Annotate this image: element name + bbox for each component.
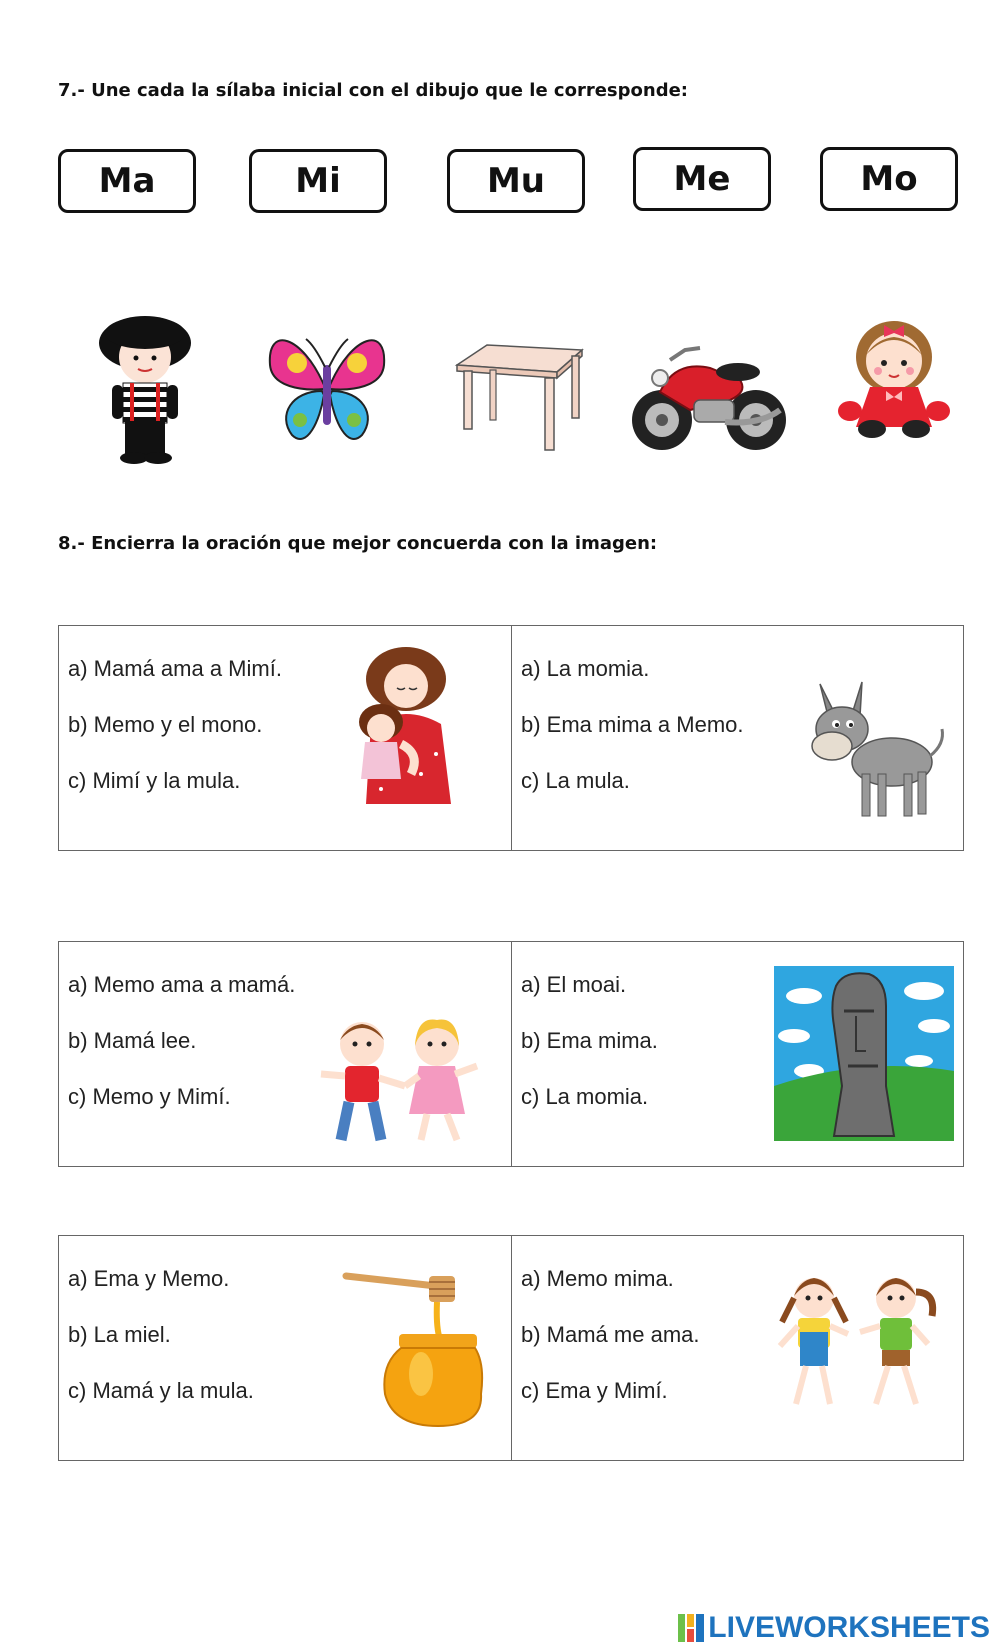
- option-c[interactable]: c) Mimí y la mula.: [68, 768, 241, 793]
- option-b[interactable]: b) La miel.: [68, 1322, 171, 1347]
- option-a[interactable]: a) Mamá ama a Mimí.: [68, 656, 282, 681]
- syllable-box-mi[interactable]: Mi: [249, 149, 387, 213]
- moai-statue-icon: [774, 966, 954, 1145]
- girls-waving-icon: [764, 1272, 949, 1421]
- option-b[interactable]: b) Ema mima.: [521, 1028, 658, 1053]
- footer-brand[interactable]: [678, 1611, 990, 1645]
- option-b[interactable]: b) Memo y el mono.: [68, 712, 263, 737]
- picture-row: [0, 310, 1000, 470]
- sentence-box-6: [511, 1236, 963, 1460]
- syllable-box-mo[interactable]: Mo: [820, 147, 958, 211]
- option-c[interactable]: c) La mula.: [521, 768, 630, 793]
- option-b[interactable]: b) Mamá me ama.: [521, 1322, 700, 1347]
- question-7-heading: 7.- Une cada la sílaba inicial con el dibujo que le corresponde:: [58, 80, 688, 101]
- syllable-box-mu[interactable]: Mu: [447, 149, 585, 213]
- liveworksheets-logo-icon: [678, 1614, 704, 1642]
- doll-icon[interactable]: [832, 315, 962, 440]
- option-a[interactable]: a) El moai.: [521, 972, 627, 997]
- option-c[interactable]: c) La momia.: [521, 1084, 649, 1109]
- syllable-row: [0, 149, 1000, 219]
- motorcycle-icon[interactable]: [630, 330, 790, 460]
- option-b[interactable]: b) Ema mima a Memo.: [521, 712, 744, 737]
- option-a[interactable]: a) Ema y Memo.: [68, 1266, 230, 1291]
- option-a[interactable]: a) Memo ama a mamá.: [68, 972, 296, 997]
- table-icon[interactable]: [452, 340, 587, 455]
- question-8-heading: 8.- Encierra la oración que mejor concuerda con la imagen:: [58, 533, 658, 554]
- option-c[interactable]: c) Memo y Mimí.: [68, 1084, 231, 1109]
- honey-jar-icon: [341, 1264, 486, 1433]
- sentence-table-3: [58, 1235, 964, 1461]
- mime-icon[interactable]: [90, 315, 200, 465]
- syllable-box-ma[interactable]: Ma: [58, 149, 196, 213]
- donkey-icon: [800, 674, 950, 828]
- option-a[interactable]: a) La momia.: [521, 656, 650, 681]
- footer-brand-text: LIVEWORKSHEETS: [708, 1611, 990, 1644]
- butterfly-icon[interactable]: [262, 325, 392, 455]
- option-b[interactable]: b) Mamá lee.: [68, 1028, 197, 1053]
- option-c[interactable]: c) Ema y Mimí.: [521, 1378, 668, 1403]
- sentence-box-1: [59, 626, 511, 850]
- option-c[interactable]: c) Mamá y la mula.: [68, 1378, 254, 1403]
- sentence-table-1: [58, 625, 964, 851]
- children-holding-hands-icon: [317, 1016, 482, 1155]
- sentence-table-2: [58, 941, 964, 1167]
- sentence-box-5: [59, 1236, 511, 1460]
- sentence-box-4: [511, 942, 963, 1166]
- mother-hugging-child-icon: [341, 644, 461, 808]
- option-a[interactable]: a) Memo mima.: [521, 1266, 674, 1291]
- sentence-box-2: [511, 626, 963, 850]
- syllable-box-me[interactable]: Me: [633, 147, 771, 211]
- sentence-box-3: [59, 942, 511, 1166]
